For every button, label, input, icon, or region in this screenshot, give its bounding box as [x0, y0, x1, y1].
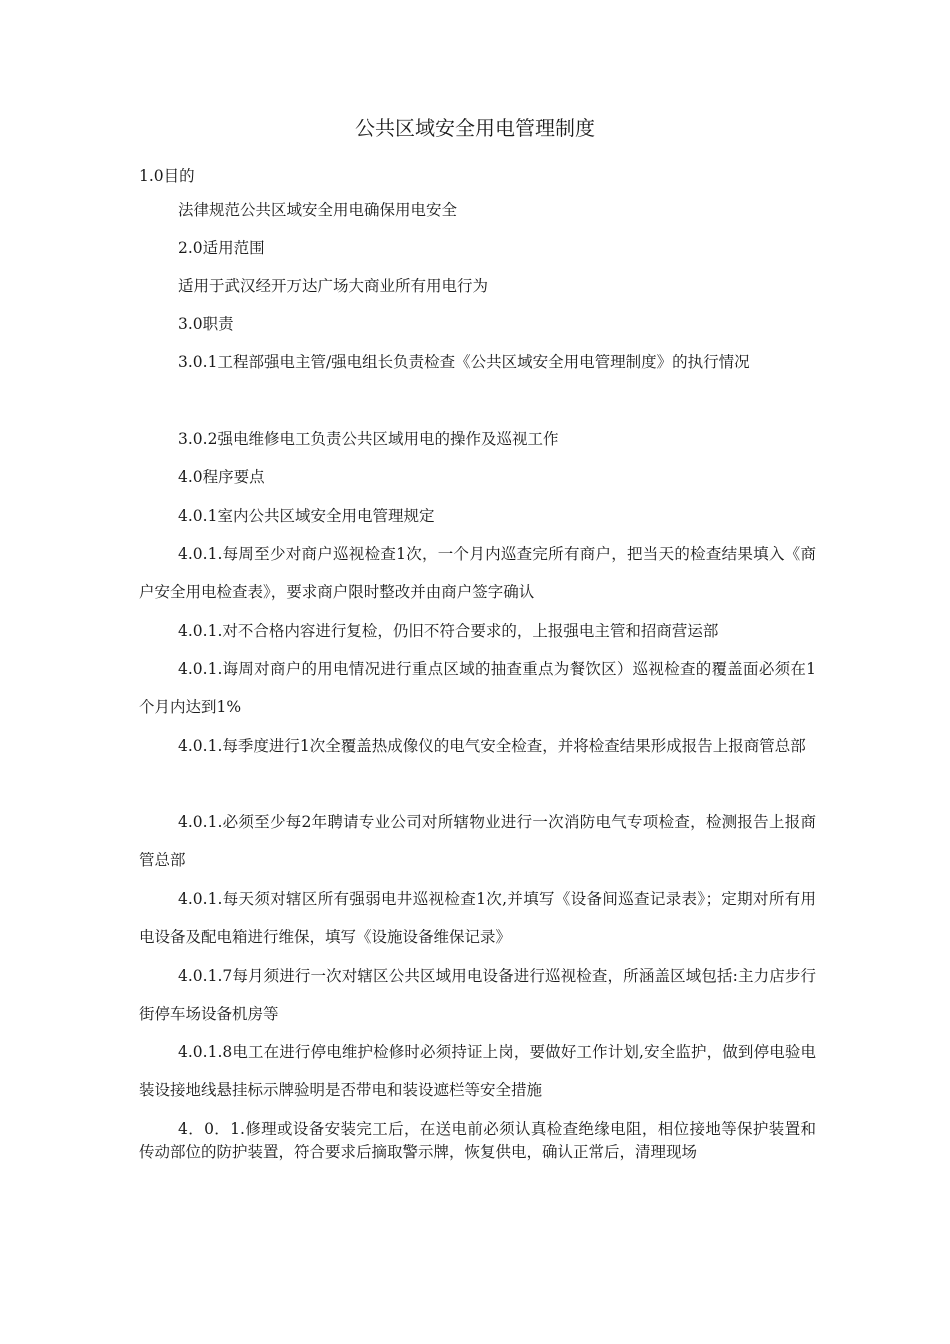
paragraph-item-6: 4.0.1.每天须对辖区所有强弱电井巡视检查1次,并填写《设备间巡查记录表》；定期对所有用电设备及配电箱进行维保，填写《设施设备维保记录》 — [139, 890, 816, 946]
paragraph-item-3: 4.0.1.诲周对商户的用电情况进行重点区域的抽查重点为餐饮区）巡视检查的覆盖面必须在1个月内达到1% — [139, 660, 816, 716]
paragraph-duty-3-0-1: 3.0.1工程部强电主管/强电组长负责检查《公共区域安全用电管理制度》的执行情况 — [178, 353, 750, 371]
subsection-heading-4-0-1: 4.0.1室内公共区域安全用电管理规定 — [178, 507, 435, 525]
section-heading-duties: 3.0职责 — [178, 315, 234, 333]
paragraph-item-2: 4.0.1.对不合格内容进行复检，仍旧不符合要求的，上报强电主管和招商营运部 — [178, 622, 719, 640]
paragraph-item-1: 4.0.1.每周至少对商户巡视检查1次，一个月内巡查完所有商户，把当天的检查结果填入《商户安全用电检查表》，要求商户限时整改并由商户签字确认 — [139, 545, 816, 601]
paragraph-item-8: 4.0.1.8电工在进行停电维护检修时必须持证上岗，要做好工作计划,安全监护，做到停电验电装设接地线悬挂标示牌验明是否带电和装设遮栏等安全措施 — [139, 1043, 816, 1099]
document-title: 公共区域安全用电管理制度 — [355, 116, 595, 140]
paragraph-duty-3-0-2: 3.0.2强电维修电工负责公共区域用电的操作及巡视工作 — [178, 430, 559, 448]
paragraph-scope: 适用于武汉经开万达广场大商业所有用电行为 — [178, 277, 489, 295]
section-heading-procedure: 4.0程序要点 — [178, 468, 265, 486]
paragraph-item-4: 4.0.1.每季度进行1次全覆盖热成像仪的电气安全检查，并将检查结果形成报告上报商管总部 — [178, 737, 806, 755]
section-heading-purpose: 1.0目的 — [139, 167, 195, 185]
paragraph-item-7: 4.0.1.7每月须进行一次对辖区公共区域用电设备进行巡视检查，所涵盖区域包括:主力店步行街停车场设备机房等 — [139, 967, 816, 1023]
paragraph-item-9: 4．0．1.修理或设备安装完工后，在送电前必须认真检查绝缘电阻，相位接地等保护装置和传动部位的防护装置，符合要求后摘取警示牌，恢复供电，确认正常后，清理现场 — [139, 1120, 816, 1161]
paragraph-item-5: 4.0.1.必须至少每2年聘请专业公司对所辖物业进行一次消防电气专项检查，检测报告上报商管总部 — [139, 813, 816, 869]
section-heading-scope: 2.0适用范围 — [178, 239, 265, 257]
paragraph-purpose: 法律规范公共区域安全用电确保用电安全 — [178, 201, 458, 219]
